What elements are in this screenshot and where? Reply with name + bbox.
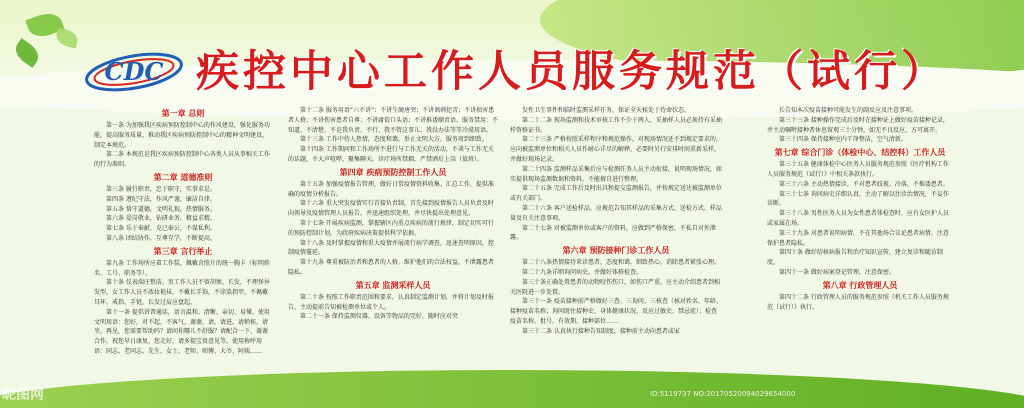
article-paragraph: 第三十八条 男性医务人员为女性患者体检查时，应有女医护人员或家属在场。 — [767, 210, 949, 227]
article-paragraph: 第十八条 及时掌握疫情和重大疫情并展流行病学调查，迅速查明原因，控制疫情蔓延。 — [288, 239, 494, 257]
article-paragraph: 第一条 为加强我区疾病预防控制中心的作风建设，强化服务功能，提高服务质量，推动我区疾病预防控制中心的精神文明建设，制定本规范。 — [94, 122, 270, 149]
article-paragraph: 第三十五条 健康体检中心医务人员服务规范参照《医疗机构工作人员服务规范（试行）》中相关条款执行。 — [767, 161, 949, 178]
article-paragraph: 第二十五条 完成工作后及时出具和提交监测报告，并按规定送达被监测单位或有关部门。 — [510, 185, 722, 203]
cdc-logo — [82, 48, 186, 92]
article-paragraph: 第二十二条 现场监测和技术审核工作不少于两人，采抽样人员必须持有采抽样资格证书。 — [510, 116, 722, 134]
article-paragraph: 第三十九条 对患者说明病情，不在其他场合议论患者病情，注意保护患者隐私。 — [767, 229, 949, 247]
article-paragraph: 第十一条 提倡讲普通话，语言温和、清晰、亲切、易懂。使用文明用语：您好，对不起，不客气，谢谢，请，请进，请稍候，请坐，再见，您需要帮助吗？请问你哪儿不舒服？请配合一下，谢谢合作，祝您早日康复，您走好，请多提宝贵意见等。使用称呼用语：同志、老同志、先生、女士、老师、师傅、大爷、阿姨…… — [94, 308, 270, 355]
article-paragraph: 第六条 爱岗敬业，钻研业务，精益求精。 — [106, 215, 216, 223]
article-paragraph: 第二十八条热情接待来诊患者，态度和蔼，细致热心，消除患者紧张心理。 — [522, 259, 721, 267]
article-paragraph: 第三十四条 保持接种室内干净整洁，空气清新。 — [779, 136, 907, 144]
chapter-heading: 第七章 综合门诊（体检中心、结控科）工作人员 — [774, 148, 946, 158]
watermark-text: 昵图网 — [2, 387, 44, 403]
chapter-heading: 第五章 监测采样人员 — [355, 280, 431, 290]
chapter-heading: 第六章 预防接种门诊工作人员 — [562, 246, 670, 256]
article-paragraph: 第八条 团结协作，互尊互学，不断提高。 — [106, 234, 216, 242]
article-paragraph: 第二十七条 对被监测单位或客户的资料，应做到严格保密，不私自对外泄露。 — [510, 224, 716, 242]
article-paragraph: 第四十二条 行政管理人员的服务规范参照《机关工作人员服务规范（试行）》执行。 — [767, 293, 949, 311]
article-paragraph: 第二十六条 客户送检样品，应规范告知其样品的采集方式、送检方式、样品量及有关注意事项。 — [510, 204, 722, 222]
text-column-4 — [767, 106, 953, 378]
page-title: 疾控中心工作人员服务规范（试行） — [196, 47, 948, 97]
article-paragraph: 长告知本次疫苗接种可能发生的副反应及注意事项。 — [779, 107, 918, 114]
article-paragraph: 第三十二条 认真执行接种告知制度，接种前主动向患者或家 — [522, 327, 680, 335]
article-paragraph: 第二十三条 严格按照采样程序和规范操作。对现场情况还不到规定要求的，应向被监测单位和相关人员作耐心详尽的解释，必要时另行安排时间重新采样，并做好现场记录。 — [510, 136, 722, 163]
article-paragraph: 第十二条 服务用语“六不讲”：不讲生硬唐突；不讲讽刺挖苦；不讲损害患者人格；不讲伤害患者自尊；不讲庸俗口头语；不讲推诿顺责语。服务禁用：不知道、不清楚、不是我负责、不行、我不管这事儿、我没办法等等冷漠用语。 — [288, 107, 498, 134]
article-paragraph: 第九条 工作场所应着工作装，佩戴含照片的统一胸卡（标明姓名、工号、职务等）。 — [94, 259, 270, 277]
image-id-text: ID:5119737 NO:20170520094029654000 — [650, 390, 796, 398]
svg-text:CDC: CDC — [104, 57, 164, 86]
article-paragraph: 第十四条 工作期间和工作场所不进行与工作无关的活动，不谈与工作无关的话题，不大声喧哗，聚集聊天。诊疗场所禁烟，严禁酒后上岗（值班）。 — [288, 146, 494, 163]
article-paragraph: 第二十一条 保持监测仪器、设备等物品的完好，随时应对突 — [300, 313, 458, 321]
text-column-3 — [510, 106, 722, 378]
article-paragraph: 第三十条正确处置患者的动物咬伤伤口，如伤口严重，应主动介绍患者到相关医院进一步处置。 — [510, 278, 721, 296]
article-paragraph: 第二十条 按照工作职责范围和要求，认真制定监测计划，并将计划及时报告，主动提前告知被检测单位或个人。 — [288, 293, 494, 311]
chapter-heading: 第二章 道德准则 — [153, 172, 213, 182]
article-paragraph: 发性卫生事件和临时监测采样任务，保证全天候处于待命状态。 — [522, 107, 691, 114]
chapter-heading: 第四章 疾病预防控制工作人员 — [339, 167, 447, 177]
article-paragraph: 第三条 履行职责，忠于职守，实事求是。 — [106, 185, 216, 193]
article-paragraph: 第二条 本规范是我区疾病预防控制中心各类人员从事相关工作的行为准则。 — [94, 151, 270, 169]
article-paragraph: 第二十四条 监测样品采集后应与检测任务人员主动衔接，说明现场情况，如实提供现场监测数据和资料，不能擅自进行整理。 — [510, 165, 722, 183]
article-paragraph: 第三十三条 接种操作完成后及时在接种证上做好疫苗接种记录，并主动嘱咐接种者休息留观三十分钟，如无不良反应，方可离开。 — [767, 116, 949, 134]
article-paragraph: 第四条 遵纪守法，作风严谨，廉洁自律。 — [106, 195, 216, 203]
chapter-heading: 第一章 总则 — [161, 109, 205, 118]
article-paragraph: 第十六条 重大突发疫情实行首接负责制，首先接到疫情报告人员负责及时向领导及疫情管理人员报告，并迅速组织处理，并尽快提出处理意见。 — [288, 200, 494, 218]
article-paragraph: 第二十九条详细询问病史，并做好体格检查。 — [522, 268, 643, 276]
text-column-1 — [94, 106, 272, 378]
article-paragraph: 第十条 仪表端庄整洁。男工作人员不留胡须、长发，不理怪异发型，女工作人员不浓妆艳抹，不戴长手饰，不涂染指甲，不佩戴耳环、戒指、手链，长发过肩应盘起。 — [94, 279, 270, 306]
article-paragraph: 第十三条 工作中待人热情，态度和蔼，举止文明大方，服务周到细致。 — [300, 136, 488, 144]
article-paragraph: 第四十一条 做好病案登记管理，注意保密。 — [779, 268, 895, 276]
article-paragraph: 第七条 乐于奉献，克己奉公，不谋私利。 — [106, 225, 216, 233]
article-paragraph: 第十九条 尊重被防治者和患者的人格，维护他们的合法权益，不泄露患者隐私。 — [288, 259, 494, 276]
article-paragraph: 第四十条 做好结核病报告和治疗知识宣传，建立复诊和随访制度。 — [767, 249, 943, 267]
chapter-heading: 第八章 行政管理人员 — [822, 280, 898, 290]
article-paragraph: 第三十一条 疫苗接种前严格做好三查、三询问、三核查（核对姓名、年龄、接种疫苗名称；询问既往接种史、身体健康状况、反应过敏史、禁忌症）；检查疫苗名称、批号、有效期、接种部位…… — [510, 298, 722, 325]
article-paragraph: 第三十六条 主动热情接诊，不对患者歧视、冷落，不推诿患者。 — [779, 180, 949, 188]
text-column-2 — [288, 106, 498, 378]
article-paragraph: 第十七条 开展疾病监测，掌握辖区内重点疾病的流行规律，制定切实可行的预防控制计划，为政府疾病决策提供科学依据。 — [288, 219, 494, 237]
chapter-heading: 第三章 言行举止 — [153, 246, 213, 256]
article-paragraph: 第十五条 加强疫情报告管理，做好日常疫情资料收集、汇总工作，提供准确的疫情分析报告。 — [288, 180, 494, 198]
article-paragraph: 第三十七条 询问病史详细认真，主动了解以往诊治情况，不妄作诊断。 — [767, 190, 949, 208]
article-paragraph: 第五条 恪守道德，文明礼貌，热情服务。 — [106, 205, 216, 213]
